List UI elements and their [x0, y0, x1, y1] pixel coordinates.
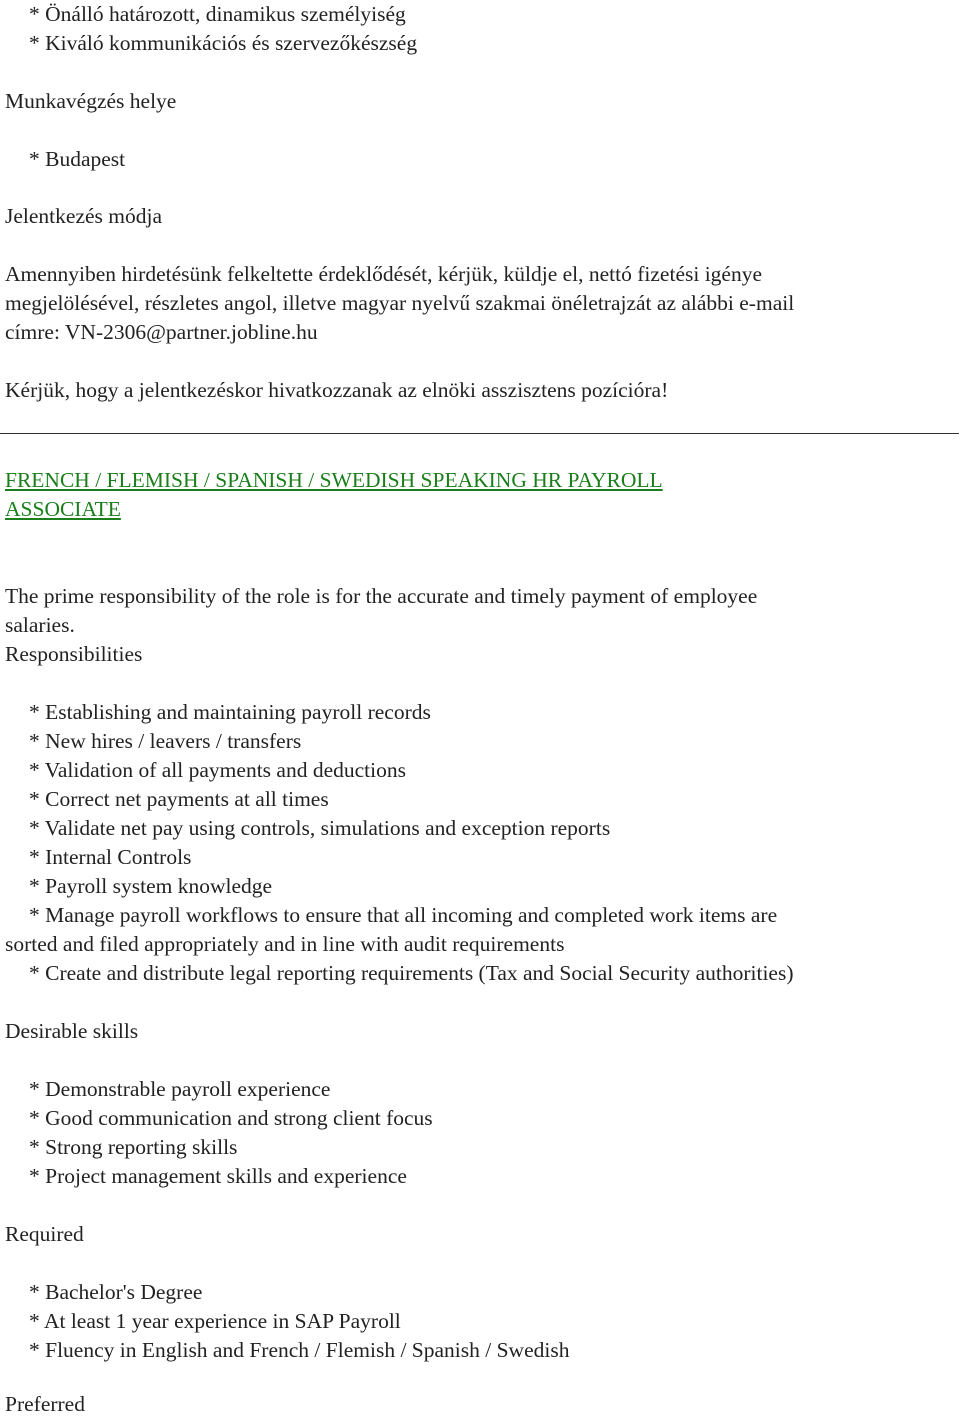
apply-text-line: megjelölésével, részletes angol, illetve magyar nyelvű szakmai önéletrajzát az alábbi e-mail: [5, 291, 795, 315]
preferred-heading: Preferred: [5, 1392, 85, 1416]
top-bullet: * Önálló határozott, dinamikus személyiség: [29, 2, 406, 26]
list-item: * Project management skills and experience: [29, 1164, 407, 1188]
workplace-heading: Munkavégzés helye: [5, 89, 177, 113]
list-item: * Create and distribute legal reporting requirements (Tax and Social Security authorities): [29, 961, 794, 985]
list-item-continuation: sorted and filed appropriately and in line with audit requirements: [5, 932, 565, 956]
required-heading: Required: [5, 1222, 84, 1246]
intro-line: The prime responsibility of the role is for the accurate and timely payment of employee: [5, 584, 758, 608]
list-item: * Payroll system knowledge: [29, 874, 273, 898]
job-title-link[interactable]: FRENCH / FLEMISH / SPANISH / SWEDISH SPEAKING HR PAYROLL: [5, 468, 663, 492]
apply-heading: Jelentkezés módja: [5, 204, 163, 228]
list-item: * Demonstrable payroll experience: [29, 1077, 331, 1101]
horizontal-rule: [0, 433, 959, 434]
workplace-bullet: * Budapest: [29, 147, 126, 171]
apply-text-line: címre: VN-2306@partner.jobline.hu: [5, 320, 318, 344]
list-item: * Fluency in English and French / Flemish / Spanish / Swedish: [29, 1338, 570, 1362]
list-item: * New hires / leavers / transfers: [29, 729, 302, 753]
apply-text-line: Amennyiben hirdetésünk felkeltette érdeklődését, kérjük, küldje el, nettó fizetési igénye: [5, 262, 763, 286]
intro-line: salaries.: [5, 613, 75, 637]
list-item: * Validation of all payments and deductions: [29, 758, 406, 782]
top-bullet: * Kiváló kommunikációs és szervezőkészség: [29, 31, 418, 55]
list-item: * Good communication and strong client focus: [29, 1106, 433, 1130]
apply-note: Kérjük, hogy a jelentkezéskor hivatkozzanak az elnöki asszisztens pozícióra!: [5, 378, 669, 402]
list-item: * Manage payroll workflows to ensure that all incoming and completed work items are: [29, 903, 778, 927]
list-item: * Establishing and maintaining payroll records: [29, 700, 431, 724]
list-item: * Internal Controls: [29, 845, 192, 869]
list-item: * Validate net pay using controls, simulations and exception reports: [29, 816, 611, 840]
responsibilities-heading: Responsibilities: [5, 642, 143, 666]
desirable-heading: Desirable skills: [5, 1019, 139, 1043]
list-item: * Correct net payments at all times: [29, 787, 329, 811]
list-item: * Bachelor's Degree: [29, 1280, 203, 1304]
list-item: * Strong reporting skills: [29, 1135, 238, 1159]
list-item: * At least 1 year experience in SAP Payroll: [29, 1309, 401, 1333]
job-title-link[interactable]: ASSOCIATE: [5, 497, 121, 521]
